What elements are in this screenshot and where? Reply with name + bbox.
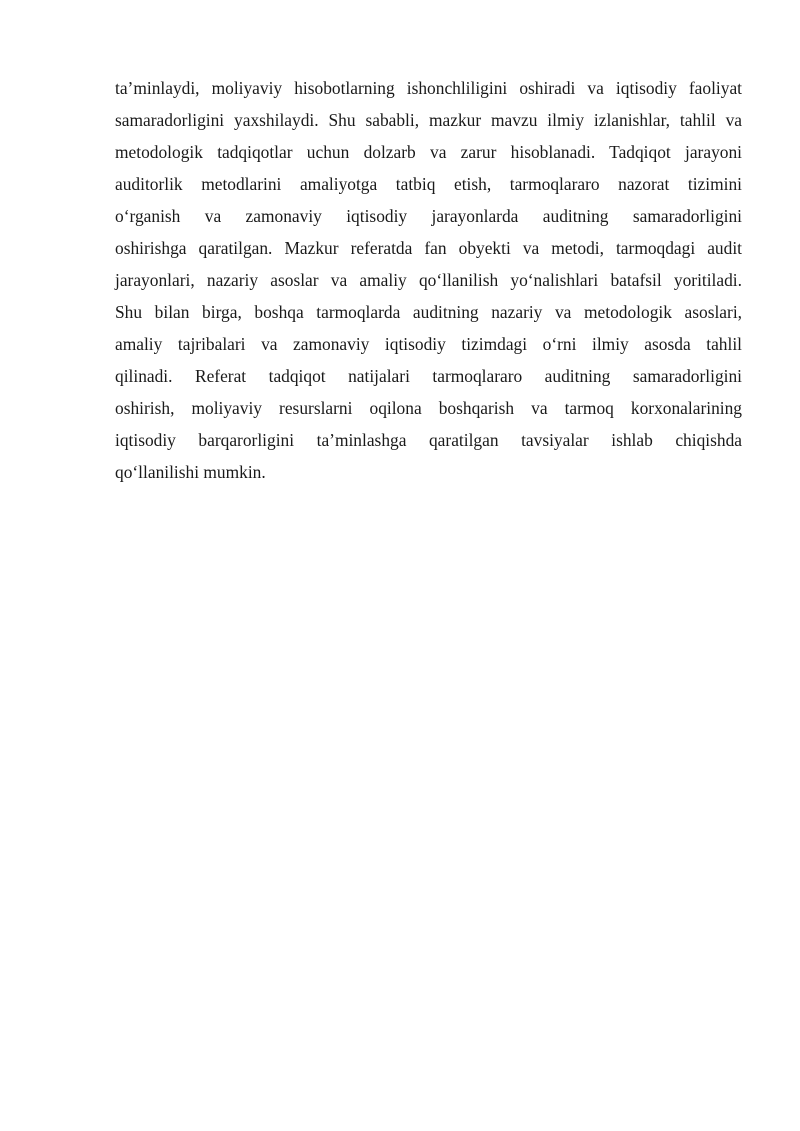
text-line: qilinadi. Referat tadqiqot natijalari tarmoqlararo auditning samaradorligini: [115, 366, 742, 386]
text-line: amaliy tajribalari va zamonaviy iqtisodiy tizimdagi o‘rni ilmiy asosda tahlil: [115, 334, 742, 354]
text-line: qo‘llanilishi mumkin.: [115, 462, 266, 482]
text-line: iqtisodiy barqarorligini ta’minlashga qaratilgan tavsiyalar ishlab chiqishda: [115, 430, 742, 450]
text-line: oshirish, moliyaviy resurslarni oqilona boshqarish va tarmoq korxonalarining: [115, 398, 742, 418]
text-line: jarayonlari, nazariy asoslar va amaliy qo‘llanilish yo‘nalishlari batafsil yoritiladi.: [115, 270, 742, 290]
text-line: o‘rganish va zamonaviy iqtisodiy jarayonlarda auditning samaradorligini: [115, 206, 742, 226]
text-line: samaradorligini yaxshilaydi. Shu sababli, mazkur mavzu ilmiy izlanishlar, tahlil va: [115, 110, 742, 130]
text-line: Shu bilan birga, boshqa tarmoqlarda auditning nazariy va metodologik asoslari,: [115, 302, 742, 322]
body-paragraph: [115, 72, 742, 488]
text-line: auditorlik metodlarini amaliyotga tatbiq etish, tarmoqlararo nazorat tizimini: [115, 174, 742, 194]
text-line: ta’minlaydi, moliyaviy hisobotlarning ishonchliligini oshiradi va iqtisodiy faoliyat: [115, 78, 742, 98]
text-line: metodologik tadqiqotlar uchun dolzarb va zarur hisoblanadi. Tadqiqot jarayoni: [115, 142, 742, 162]
text-line: oshirishga qaratilgan. Mazkur referatda fan obyekti va metodi, tarmoqdagi audit: [115, 238, 742, 258]
